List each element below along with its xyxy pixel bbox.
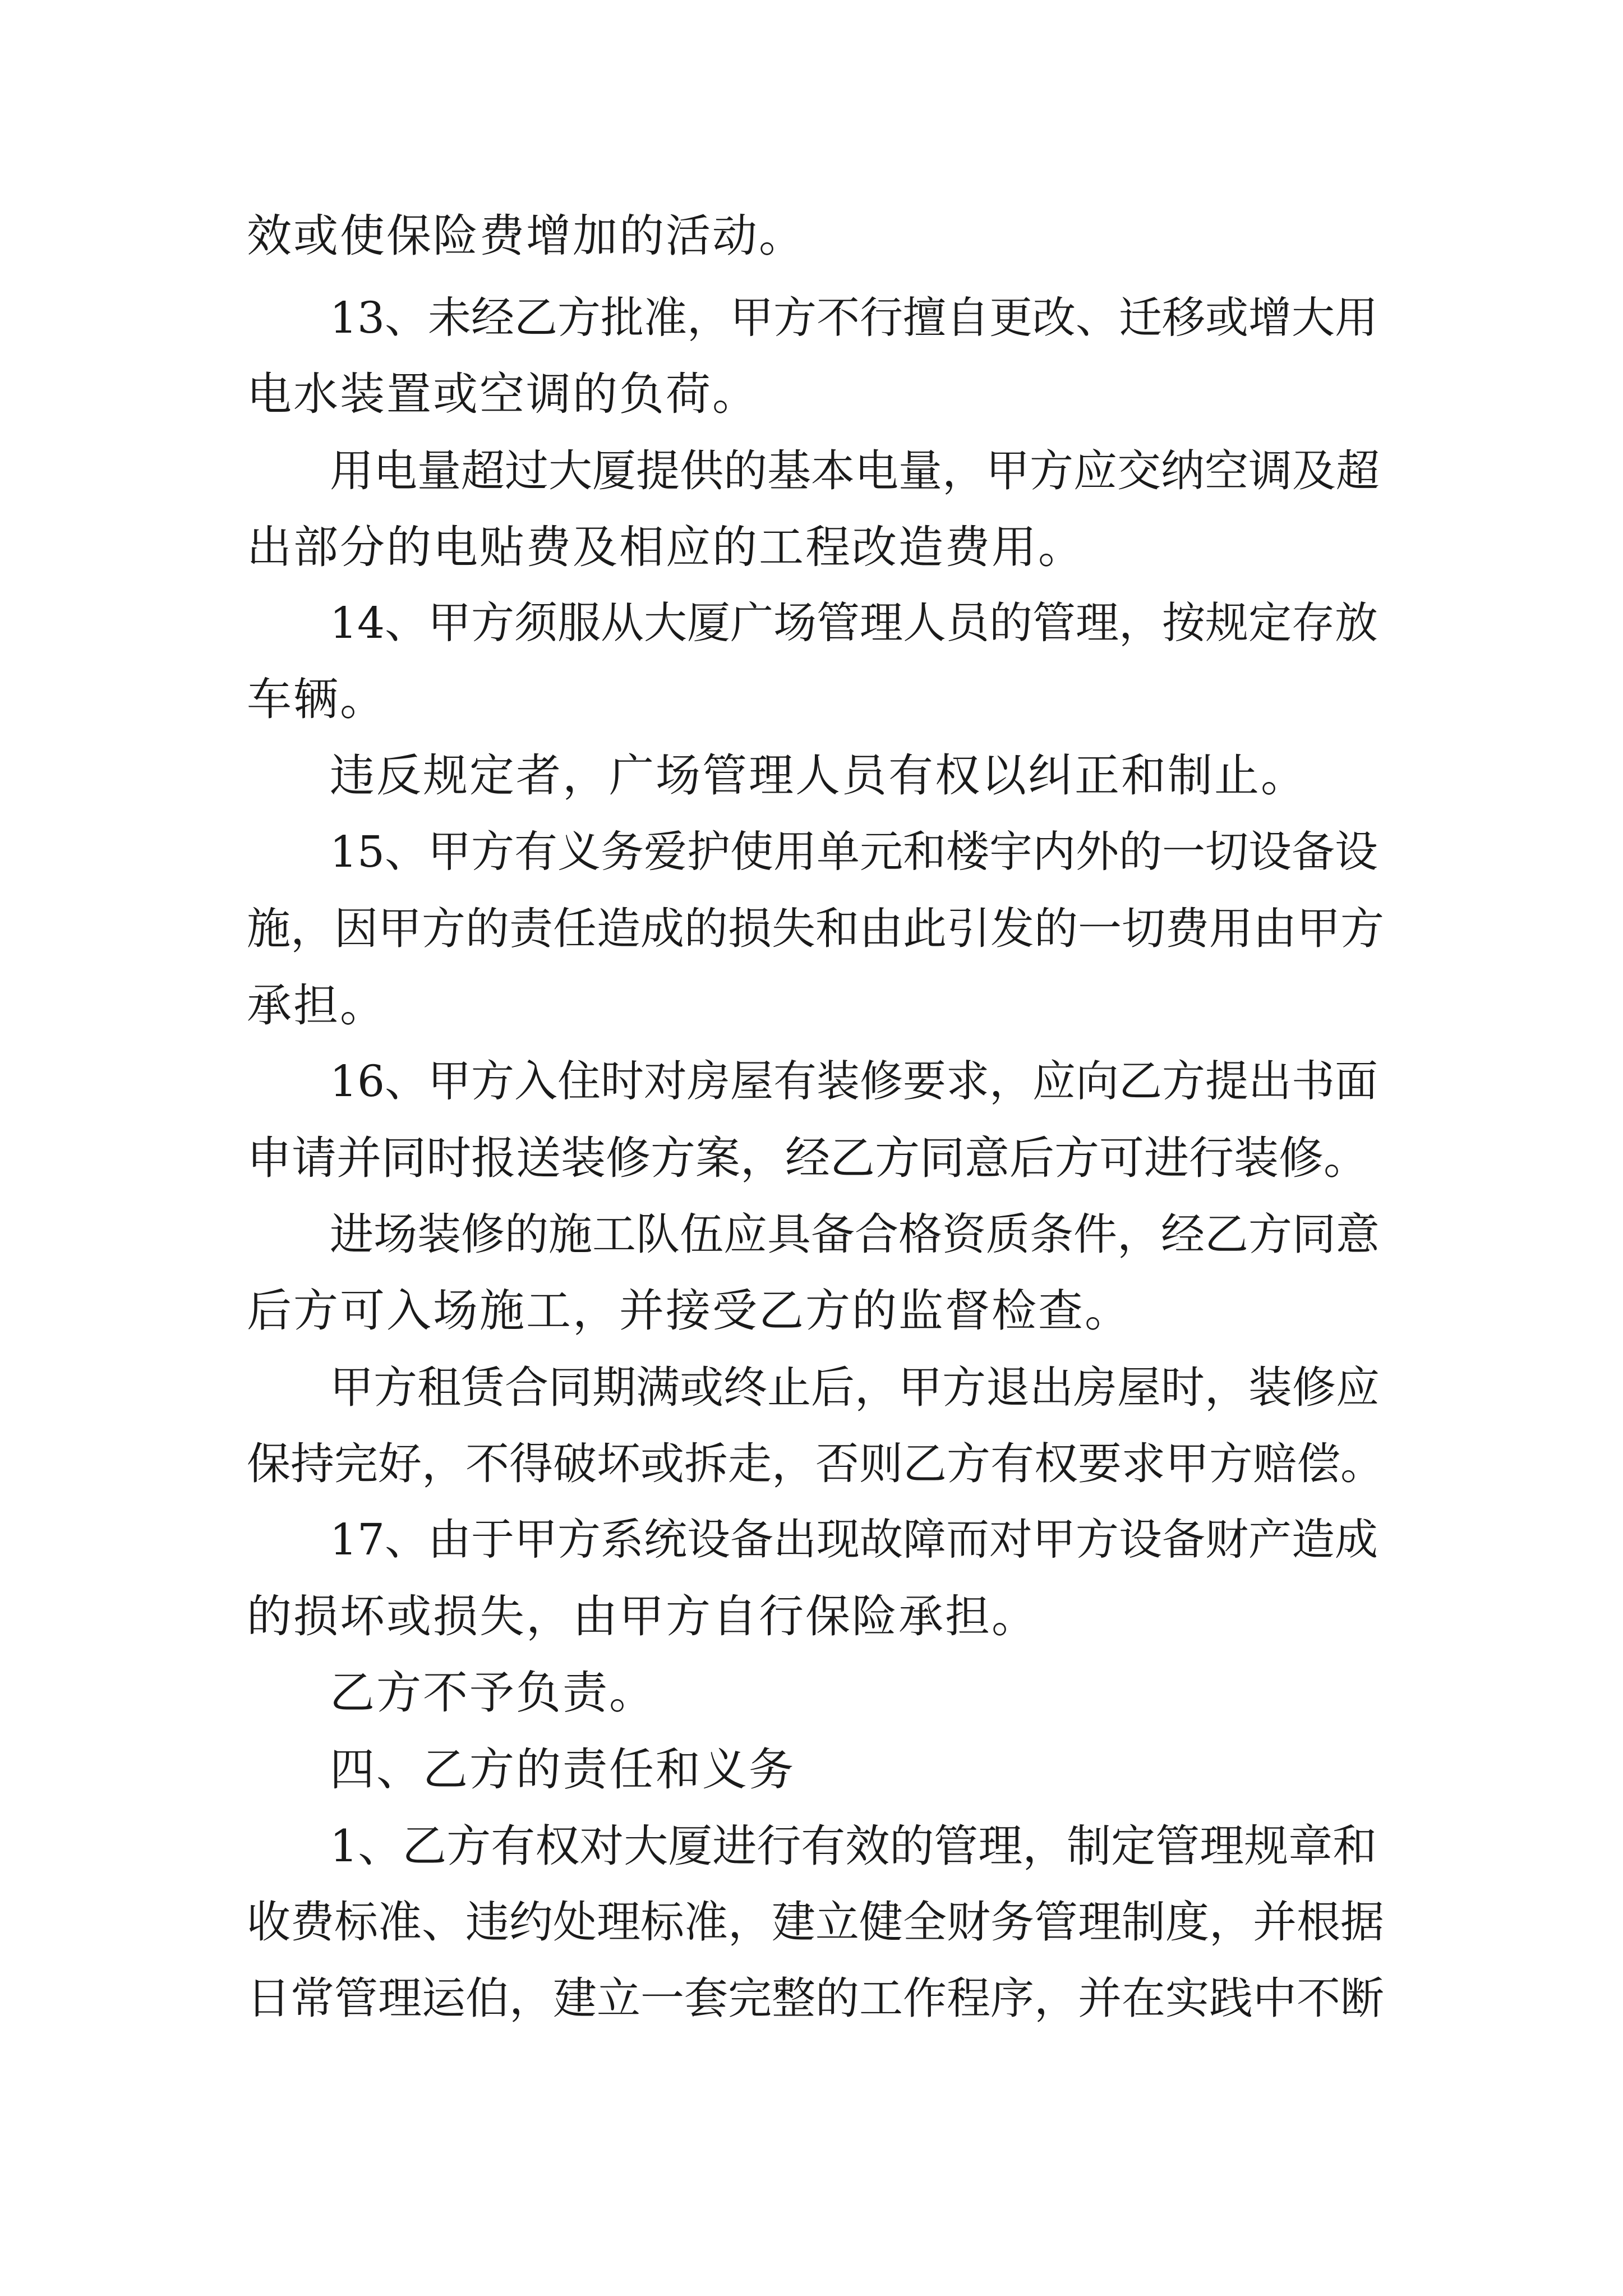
- text-line: 14、甲方须服从大厦广场管理人员的管理，按规定存放: [330, 599, 1378, 648]
- text-line: 17、由于甲方系统设备出现故障而对甲方设备财产造成: [330, 1515, 1378, 1565]
- text-line: 保持完好，不得破坏或拆走，否则乙方有权要求甲方赔偿。: [247, 1439, 1385, 1489]
- text-line: 施，因甲方的责任造成的损失和由此引发的一切费用由甲方: [247, 904, 1385, 954]
- text-line: 乙方不予负责。: [330, 1667, 656, 1719]
- text-line: 承担。: [247, 979, 386, 1032]
- text-line: 的损坏或损失，由甲方自行保险承担。: [247, 1590, 1038, 1642]
- text-line: 车辆。: [247, 673, 386, 725]
- text-line: 后方可入场施工，并接受乙方的监督检查。: [247, 1285, 1131, 1337]
- text-line: 甲方租赁合同期满或终止后，甲方退出房屋时，装修应: [330, 1363, 1380, 1413]
- text-line: 电水装置或空调的负荷。: [247, 368, 759, 420]
- text-line: 效或使保险费增加的活动。: [247, 210, 805, 262]
- text-line: 申请并同时报送装修方案，经乙方同意后方可进行装修。: [247, 1132, 1368, 1184]
- text-line: 日常管理运伯，建立一套完整的工作程序，并在实践中不断: [247, 1973, 1385, 2024]
- text-line: 收费标准、违约处理标准，建立健全财务管理制度，并根据: [247, 1897, 1385, 1948]
- text-line: 16、甲方入住时对房屋有装修要求，应向乙方提出书面: [330, 1057, 1378, 1107]
- text-line: 15、甲方有义务爱护使用单元和楼宇内外的一切设备设: [330, 827, 1378, 877]
- text-line: 13、未经乙方批准，甲方不行擅自更改、迁移或增大用: [330, 293, 1378, 343]
- text-line: 违反规定者，广场管理人员有权以纠正和制止。: [330, 749, 1307, 802]
- text-line: 进场装修的施工队伍应具备合格资质条件，经乙方同意: [330, 1209, 1380, 1260]
- text-line: 四、乙方的责任和义务: [330, 1743, 795, 1796]
- text-line: 1、乙方有权对大厦进行有效的管理，制定管理规章和: [330, 1820, 1377, 1872]
- text-line: 用电量超过大厦提供的基本电量，甲方应交纳空调及超: [330, 446, 1380, 496]
- text-line: 出部分的电贴费及相应的工程改造费用。: [247, 521, 1085, 573]
